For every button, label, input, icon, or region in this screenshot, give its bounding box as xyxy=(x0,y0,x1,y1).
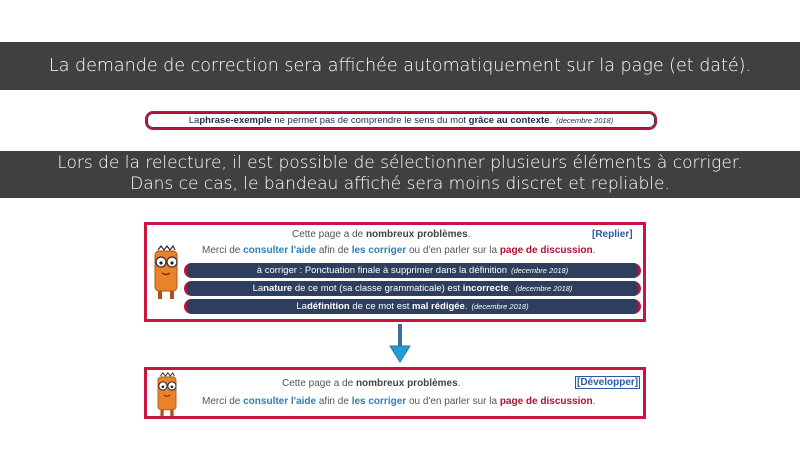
help-text-4: . xyxy=(592,245,596,256)
panel-title xyxy=(292,229,470,240)
issue-bold-1: nature xyxy=(263,283,293,294)
pill-text-3: . xyxy=(549,115,553,126)
discussion-page-link[interactable]: page de discussion xyxy=(499,396,593,407)
expanded-issues-panel xyxy=(144,222,646,322)
discussion-page-link[interactable]: page de discussion xyxy=(499,245,593,256)
issue-bold-2: incorrecte xyxy=(462,283,509,294)
panel-title-end: . xyxy=(467,229,471,240)
expand-button[interactable]: [Développer] xyxy=(577,377,639,388)
pill-date: (decembre 2018) xyxy=(556,116,614,125)
panel-title-end: . xyxy=(457,378,461,389)
issue-text: à corriger : Ponctuation finale à supprimer dans la définition xyxy=(256,265,508,276)
issue-item xyxy=(184,263,641,278)
panel-title xyxy=(282,378,460,389)
panel-title-bold: nombreux problèmes xyxy=(355,378,458,389)
help-text-1: Merci de xyxy=(202,245,244,256)
help-text-3: ou d'en parler sur la xyxy=(406,396,500,407)
info-banner-line-2: Dans ce cas, le bandeau affiché sera moins discret et repliable. xyxy=(130,174,670,194)
pill-text-2: ne permet pas de comprendre le sens du mot xyxy=(271,115,469,126)
issue-date: (decembre 2018) xyxy=(471,302,529,311)
issue-bold-1: définition xyxy=(306,301,350,312)
help-link[interactable]: consulter l'aide xyxy=(243,245,317,256)
issue-date: (decembre 2018) xyxy=(515,284,573,293)
panel-title-text: Cette page a de xyxy=(292,229,366,240)
pill-text-1: La xyxy=(188,115,200,126)
panel-help-text xyxy=(202,396,595,407)
pill-bold-1: phrase-exemple xyxy=(199,115,272,126)
help-text-3: ou d'en parler sur la xyxy=(406,245,500,256)
panel-title-text: Cette page a de xyxy=(282,378,356,389)
collapsed-issues-panel xyxy=(144,367,646,419)
issue-text: La xyxy=(296,301,307,312)
issue-date: (decembre 2018) xyxy=(511,266,569,275)
info-banner-text: La demande de correction sera affichée automatiquement sur la page (et daté). xyxy=(48,56,752,76)
issue-text-mid: de ce mot est xyxy=(349,301,413,312)
mascot-icon xyxy=(150,245,182,301)
info-banner-line-1: Lors de la relecture, il est possible de sélectionner plusieurs éléments à corriger. xyxy=(57,153,743,173)
help-text-2: afin de xyxy=(316,396,352,407)
issue-text-mid: de ce mot (sa classe grammaticale) est xyxy=(292,283,463,294)
collapse-button[interactable]: [Replier] xyxy=(592,229,633,240)
issue-bold-2: mal rédigée xyxy=(412,301,465,312)
panel-help-text xyxy=(202,245,595,256)
help-text-2: afin de xyxy=(316,245,352,256)
mascot-icon xyxy=(153,372,181,418)
issue-item xyxy=(184,281,641,296)
issue-item xyxy=(184,299,641,314)
help-text-1: Merci de xyxy=(202,396,244,407)
issue-text-end: . xyxy=(464,301,468,312)
info-banner-top xyxy=(0,42,800,90)
arrow-down-icon xyxy=(388,324,412,364)
help-link[interactable]: consulter l'aide xyxy=(243,396,317,407)
correct-link[interactable]: les corriger xyxy=(351,245,407,256)
example-correction-pill xyxy=(145,111,657,130)
correct-link[interactable]: les corriger xyxy=(351,396,407,407)
panel-title-bold: nombreux problèmes xyxy=(365,229,468,240)
issue-text: La xyxy=(252,283,264,294)
help-text-4: . xyxy=(592,396,596,407)
pill-bold-2: grâce au contexte xyxy=(468,115,550,126)
issue-text-end: . xyxy=(508,283,512,294)
info-banner-middle xyxy=(0,151,800,198)
